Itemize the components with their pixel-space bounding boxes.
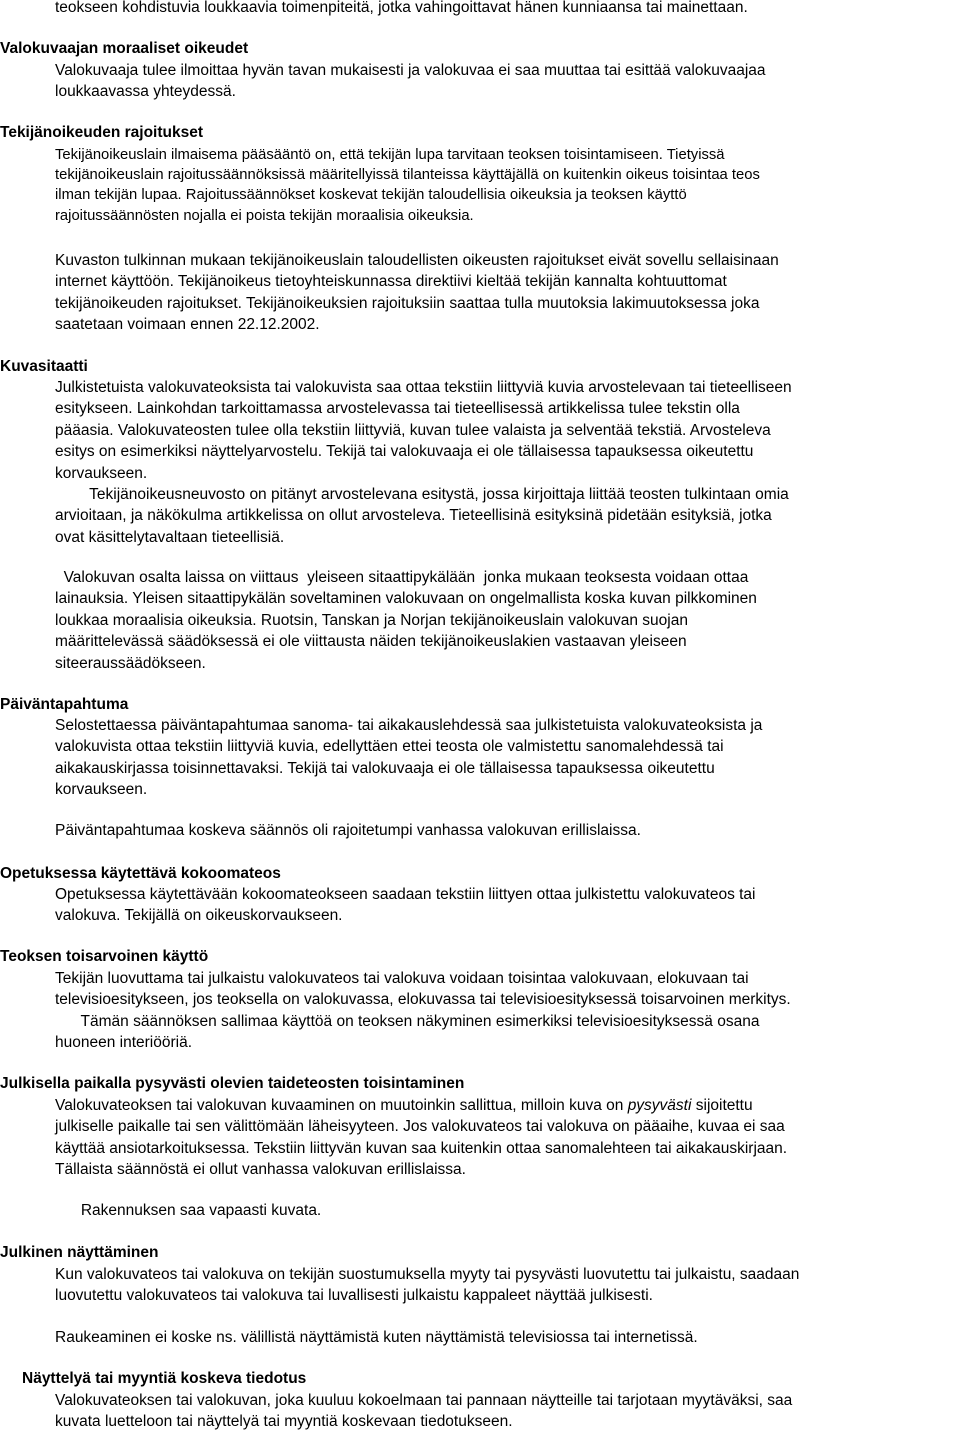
section-heading: Valokuvaajan moraaliset oikeudet (0, 40, 249, 57)
text-line: Valokuvateoksen tai valokuvan kuvaaminen on muutoinkin sallittua, milloin kuva on pysyvästi sijoitettu (55, 1097, 753, 1114)
paragraph (55, 1390, 792, 1433)
text-line: Kun valokuvateos tai valokuva on tekijän suostumuksella myyty tai pysyvästi luovutettu tai julkaistu, saadaan (55, 1266, 800, 1283)
text-line: valokuvista ottaa tekstiin liittyviä kuvia, edellyttäen ettei teosta ole valmistettu sanomalehdessä tai (55, 738, 724, 756)
text-line: Tekijänoikeuslain ilmaisema pääsääntö on, että tekijän lupa tarvitaan teoksen toisintamiseen. Tietyissä (55, 147, 725, 163)
text-line: Tällaista säännöstä ei ollut vanhassa valokuvan erillislaissa. (55, 1161, 466, 1179)
text-line: loukkaa moraalisia oikeuksia. Ruotsin, Tanskan ja Norjan tekijänoikeuslain valokuvan suojan (55, 611, 688, 629)
text-line: arvioitaan, ja näkökulma artikkelissa on ollut arvosteleva. Tieteellisinä esityksinä pidetään esityksiä, jotka (55, 507, 772, 525)
section-heading: Julkinen näyttäminen (0, 1244, 159, 1261)
text-line: loukkaavassa yhteydessä. (55, 83, 236, 101)
paragraph (55, 968, 791, 1054)
text-line: lainauksia. Yleisen sitaattipykälän soveltaminen valokuvaan on ongelmallista koska kuvan pilkkominen (55, 590, 757, 608)
text-line: Tämän säännöksen sallimaa käyttöä on teoksen näkyminen esimerkiksi televisioesityksessä osana (55, 1012, 760, 1030)
text-line: luovutettu valokuvateos tai valokuva tai luvallisesti julkaistu kappaleet näyttää julkisesti. (55, 1287, 653, 1305)
text-line: käyttää ansiotarkoituksessa. Tekstiin liittyvän kuvan saa kuitenkin ottaa sanomalehteen tai aikakauskirjaan. (55, 1139, 788, 1157)
text-line: Raukeaminen ei koske ns. välillistä näyttämistä kuten näyttämistä televisiossa tai internetissä. (55, 1329, 698, 1346)
text-line: Päiväntapahtumaa koskeva säännös oli rajoitetumpi vanhassa valokuvan erillislaissa. (55, 822, 641, 839)
text-line: korvaukseen. (55, 464, 148, 482)
paragraph (55, 820, 641, 841)
text-line: internet käyttöön. Tekijänoikeus tietoyhteiskunnassa direktiivi kieltää tekijän kannalta kohtuuttomat (55, 273, 727, 291)
paragraph (55, 60, 766, 103)
text-line: Valokuvaaja tulee ilmoittaa hyvän tavan mukaisesti ja valokuvaa ei saa muuttaa tai esittää valokuvaajaa (55, 62, 766, 79)
text-line: määrittelevässä säädöksessä ei ole viittausta näiden tekijänoikeuslakien vastaavan yleiseen (55, 633, 687, 651)
text-line: huoneen interiööriä. (55, 1034, 193, 1052)
paragraph (55, 1264, 799, 1307)
text-line: Julkistetuista valokuvateoksista tai valokuvista saa ottaa tekstiin liittyviä kuvia arvostelevaan tai tieteelliseen (55, 379, 792, 396)
text-line: rajoitussäännösten nojalla ei poista tekijän moraalisia oikeuksia. (55, 207, 474, 224)
paragraph (55, 1200, 321, 1221)
paragraph (55, 145, 760, 226)
text-line: Rakennuksen saa vapaasti kuvata. (55, 1202, 322, 1219)
text-line: ilman tekijän lupaa. Rajoitussäännökset koskevat tekijän taloudellisia oikeuksia ja teoksen käyttö (55, 187, 687, 204)
paragraph (55, 1327, 698, 1348)
text-line: Kuvaston tulkinnan mukaan tekijänoikeuslain taloudellisten oikeusten rajoitukset eivät sovellu sellaisinaan (55, 252, 779, 269)
text-line: Selostettaessa päiväntapahtumaa sanoma- tai aikakauslehdessä saa julkistetuista valokuvateoksista ja (55, 717, 763, 734)
text-line: Opetuksessa käytettävään kokoomateokseen saadaan tekstiin liittyen ottaa julkistettu valokuvateos tai (55, 886, 756, 903)
text-line: esitys on esimerkiksi näyttelyarvostelu. Tekijä tai valokuvaaja ei ole tällaisessa tapauksessa oikeutettu (55, 443, 754, 461)
text-line: esitykseen. Lainkohdan tarkoittamassa arvostelevassa tai tieteellisessä artikkelissa tulee tekstin olla (55, 400, 740, 418)
section-heading: Teoksen toisarvoinen käyttö (0, 948, 209, 965)
text-line: korvaukseen. (55, 781, 148, 799)
text-line: teokseen kohdistuvia loukkaavia toimenpiteitä, jotka vahingoittavat hänen kunniaansa tai mainettaan. (55, 0, 748, 16)
text-line: Valokuvan osalta laissa on viittaus yleiseen sitaattipykälään jonka mukaan teoksesta voidaan ottaa (55, 569, 749, 586)
text-line: kuvata luetteloon tai näyttelyä tai myyntiä koskevaan tiedotukseen. (55, 1413, 513, 1431)
section-heading: Julkisella paikalla pysyvästi olevien taideteosten toisintaminen (0, 1075, 465, 1092)
paragraph (55, 884, 756, 927)
text-line: saatetaan voimaan ennen 22.12.2002. (55, 316, 320, 334)
section-heading: Kuvasitaatti (0, 358, 88, 375)
section-heading: Päiväntapahtuma (0, 696, 129, 713)
text-line: siteeraussäädökseen. (55, 654, 206, 672)
paragraph (55, 1095, 787, 1181)
text-line: aikakauskirjassa toisinnettavaksi. Tekijä tai valokuvaaja ei ole tällaisessa tapauksessa oikeutettu (55, 759, 715, 777)
paragraph (55, 377, 792, 548)
section-heading: Näyttelyä tai myyntiä koskeva tiedotus (22, 1370, 307, 1387)
text-line: Tekijän luovuttama tai julkaistu valokuvateos tai valokuva voidaan toisintaa valokuvaan, elokuvaan tai (55, 970, 749, 987)
text-line: Tekijänoikeusneuvosto on pitänyt arvostelevana esitystä, jossa kirjoittaja liittää teosten tulkintaan omia (55, 486, 789, 504)
text-line: Valokuvateoksen tai valokuvan, joka kuuluu kokoelmaan tai pannaan näytteille tai tarjotaan myytäväksi, saa (55, 1392, 793, 1409)
paragraph (55, 567, 757, 674)
text-line: tekijänoikeuslain rajoitussäännöksissä määritellyissä tilanteissa käyttäjällä on kuitenkin oikeus toisintaa teos (55, 167, 760, 184)
text-line: tekijänoikeuden rajoitukset. Tekijänoikeuksien rajoituksiin saattaa tulla muutoksia lakimuutoksessa joka (55, 294, 760, 312)
section-heading: Opetuksessa käytettävä kokoomateos (0, 865, 281, 882)
text-line: pääasia. Valokuvateosten tulee olla tekstiin liittyviä, kuvan tulee valaista ja selventää tekstiä. Arvosteleva (55, 421, 771, 439)
section-heading: Tekijänoikeuden rajoitukset (0, 124, 203, 141)
paragraph (55, 250, 779, 336)
text-line: televisioesitykseen, jos teoksella on valokuvassa, elokuvassa tai televisioesityksessä toisarvoinen merkitys. (55, 991, 791, 1009)
paragraph (55, 0, 748, 18)
paragraph (55, 715, 762, 801)
text-line: ovat käsittelytavaltaan tieteellisiä. (55, 528, 285, 546)
text-line: julkiselle paikalle tai sen välittömään läheisyyteen. Jos valokuvateos tai valokuva on pääaihe, kuvaa ei saa (55, 1118, 785, 1136)
text-line: valokuva. Tekijällä on oikeuskorvaukseen. (55, 907, 343, 925)
